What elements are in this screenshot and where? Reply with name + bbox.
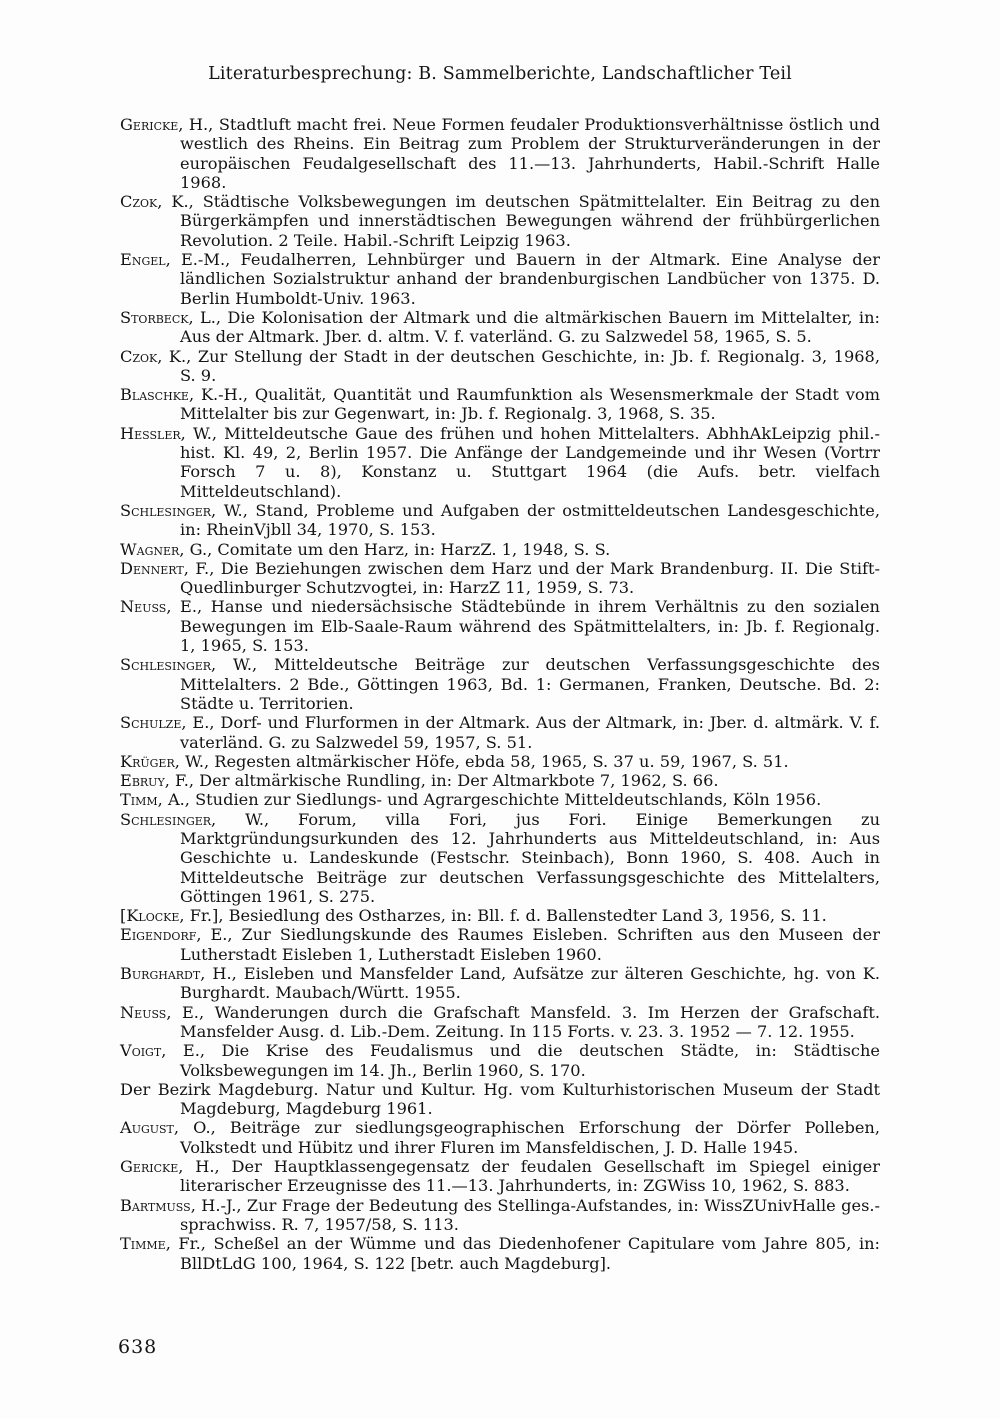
entry-text: , L., Die Kolonisation der Altmark und die altmärkischen Bauern im Mittelalter, in: Aus der Altmark. Jber. d. altm. V. f. vaterländ. G. zu Salzwedel 58, 1965, S. 5. xyxy=(180,307,880,347)
bibliography-entry xyxy=(120,1080,880,1119)
entry-text: , K.-H., Qualität, Quantität und Raumfunktion als Wesensmerkmale der Stadt vom Mittelalter bis zur Gegenwart, in: Jb. f. Regionalg. 3, 1968, S. 35. xyxy=(180,385,880,424)
entry-text: , G., Comitate um den Harz, in: HarzZ. 1, 1948, S. S. xyxy=(179,539,611,559)
entry-text: , E., Dorf- und Flurformen in der Altmark. Aus der Altmark, in: Jber. d. altmärk. V. f. vaterländ. G. zu Salzwedel 59, 1957, S. 51. xyxy=(180,713,880,752)
bibliography-entry xyxy=(120,810,880,906)
bibliography-entry xyxy=(120,752,880,771)
entry-text: , H.-J., Zur Frage der Bedeutung des Stellinga-Aufstandes, in: WissZUnivHalle ges.-sprachwiss. R. 7, 1957/58, S. 113. xyxy=(180,1195,880,1234)
entry-author: Dennert xyxy=(120,558,184,578)
bibliography-entry xyxy=(120,713,880,752)
entry-author: August xyxy=(120,1118,174,1138)
entry-text: , E.-M., Feudalherren, Lehnbürger und Bauern in der Altmark. Eine Analyse der ländlichen Sozialstruktur anhand der brandenburgischen Landbücher von 1375. D. Berlin Humboldt-Univ. 1963. xyxy=(165,250,880,308)
entry-author: Schlesinger xyxy=(120,655,212,675)
entry-text: , F., Der altmärkische Rundling, in: Der Altmarkbote 7, 1962, S. 66. xyxy=(164,771,719,791)
entry-text: , K., Städtische Volksbewegungen im deutschen Spätmittelalter. Ein Beitrag zu den Bürgerkämpfen und innerstädtischen Bewegungen während der frühbürgerlichen Revolution. 2 Teile. Habil.-Schrift Leipzig 1963. xyxy=(157,192,880,250)
entry-author: Czok xyxy=(120,192,158,212)
entry-text: , F., Die Beziehungen zwischen dem Harz und der Mark Brandenburg. II. Die Stift-Quedlinburger Schutzvogtei, in: HarzZ 11, 1959, S. 73. xyxy=(180,558,880,598)
bibliography-entry xyxy=(120,906,880,925)
entry-text: , W., Forum, villa Fori, jus Fori. Einige Bemerkungen zu Marktgründungsurkunden des 12. Jahrhunderts aus Mitteldeutschland, in: Aus Geschichte u. Landeskunde (Festschr. Steinbach), Bonn 1960, S. 408. Auch in Mitteldeutsche Beiträge zur deutschen Verfassungsgeschichte des Mittelalters, Göttingen 1961, S. 275. xyxy=(180,809,880,906)
entry-author: Neuss xyxy=(120,1002,167,1022)
entry-author: Storbeck xyxy=(120,307,189,327)
entry-author: Wagner xyxy=(120,539,180,559)
entry-author: Burghardt xyxy=(120,964,201,984)
bibliography-entry xyxy=(120,1041,880,1080)
entry-text: , K., Zur Stellung der Stadt in der deutschen Geschichte, in: Jb. f. Regionalg. 3, 1968, S. 9. xyxy=(157,346,880,385)
entry-author: Timme xyxy=(120,1234,166,1254)
entry-author: Schulze xyxy=(120,713,182,733)
entry-text: , W., Regesten altmärkischer Höfe, ebda 58, 1965, S. 37 u. 59, 1967, S. 51. xyxy=(174,751,789,771)
running-head: Literaturbesprechung: B. Sammelberichte, Landschaftlicher Teil xyxy=(208,64,792,84)
entry-text: , W., Mitteldeutsche Beiträge zur deutschen Verfassungsgeschichte des Mittelalters. 2 Bde., Göttingen 1963, Bd. 1: Germanen, Franken, Deutsche. Bd. 2: Städte u. Territorien. xyxy=(180,655,880,713)
entry-author: Schlesinger xyxy=(120,500,212,520)
bibliography-entry xyxy=(120,501,880,540)
entry-text: , E., Wanderungen durch die Grafschaft Mansfeld. 3. Im Herzen der Grafschaft. Mansfelder Ausg. d. Lib.-Dem. Zeitung. In 115 Forts. v. 23. 3. 1952 — 7. 12. 1955. xyxy=(166,1002,880,1041)
entry-author: Hessler xyxy=(120,423,181,443)
bibliography-entry xyxy=(120,347,880,386)
entry-text: , W., Mitteldeutsche Gaue des frühen und hohen Mittelalters. AbhhAkLeipzig phil.-hist. Kl. 49, 2, Berlin 1957. Die Anfänge der Landgemeinde und ihr Wesen (Vortrr Forsch 7 u. 8), Konstanz u. Stuttgart 1964 (die Aufs. betr. vielfach Mitteldeutschland). xyxy=(180,423,880,501)
entry-text: Der Bezirk Magdeburg. Natur und Kultur. Hg. vom Kulturhistorischen Museum der Stadt Magdeburg, Magdeburg 1961. xyxy=(120,1079,880,1119)
bibliography-list xyxy=(120,115,880,1273)
bibliography-entry xyxy=(120,192,880,250)
bibliography-entry xyxy=(120,250,880,308)
entry-text: , A., Studien zur Siedlungs- und Agrargeschichte Mitteldeutschlands, Köln 1956. xyxy=(157,790,822,810)
entry-author: Blaschke xyxy=(120,385,189,405)
entry-text: , E., Die Krise des Feudalismus und die deutschen Städte, in: Städtische Volksbewegungen im 14. Jh., Berlin 1960, S. 170. xyxy=(161,1041,880,1080)
bibliography-entry xyxy=(120,964,880,1003)
bibliography-entry xyxy=(120,597,880,655)
page-number: 638 xyxy=(118,1336,158,1358)
bibliography-entry xyxy=(120,1234,880,1273)
bibliography-entry xyxy=(120,424,880,501)
entry-author: [Klocke xyxy=(120,906,180,926)
entry-author: Gericke xyxy=(120,1157,179,1177)
entry-text: , W., Stand, Probleme und Aufgaben der ostmitteldeutschen Landesgeschichte, in: RheinVjbll 34, 1970, S. 153. xyxy=(180,500,880,540)
bibliography-entry xyxy=(120,308,880,347)
entry-text: , E., Hanse und niedersächsische Städtebünde in ihrem Verhältnis zu den sozialen Bewegungen im Elb-Saale-Raum während des Spätmittelalters, in: Jb. f. Regionalg. 1, 1965, S. 153. xyxy=(166,597,880,656)
entry-author: Ebruy xyxy=(120,771,165,791)
entry-text: , Fr.], Besiedlung des Ostharzes, in: Bll. f. d. Ballenstedter Land 3, 1956, S. 11. xyxy=(179,906,827,926)
entry-author: Bartmuss xyxy=(120,1195,191,1215)
bibliography-entry xyxy=(120,385,880,424)
entry-text: , H., Der Hauptklassengegensatz der feudalen Gesellschaft im Spiegel einiger literarischer Erzeugnisse des 11.—13. Jahrhunderts, in: ZGWiss 10, 1962, S. 883. xyxy=(178,1157,880,1196)
bibliography-entry xyxy=(120,771,880,790)
bibliography-entry xyxy=(120,559,880,598)
entry-text: , O., Beiträge zur siedlungsgeographischen Erforschung der Dörfer Polleben, Volkstedt und Hübitz und ihrer Fluren im Mansfeldischen, J. D. Halle 1945. xyxy=(173,1118,880,1157)
entry-text: , Fr., Scheßel an der Wümme und das Diedenhofener Capitulare vom Jahre 805, in: BllDtLdG 100, 1964, S. 122 [betr. auch Magdeburg]. xyxy=(165,1234,880,1273)
entry-text: , H., Stadtluft macht frei. Neue Formen feudaler Produktionsverhältnisse östlich und westlich des Rheins. Ein Beitrag zum Problem der Strukturveränderungen in der europäischen Feudalgesellschaft des 11.—13. Jahrhunderts, Habil.-Schrift Halle 1968. xyxy=(178,115,880,192)
bibliography-entry xyxy=(120,1196,880,1235)
bibliography-entry xyxy=(120,1118,880,1157)
entry-author: Neuss xyxy=(120,597,167,617)
entry-author: Engel xyxy=(120,250,166,270)
bibliography-entry xyxy=(120,540,880,559)
bibliography-entry xyxy=(120,115,880,192)
entry-author: Czok xyxy=(120,346,158,366)
bibliography-entry xyxy=(120,1157,880,1196)
entry-author: Schlesinger xyxy=(120,809,212,829)
entry-text: , E., Zur Siedlungskunde des Raumes Eisleben. Schriften aus den Museen der Lutherstadt Eisleben 1, Lutherstadt Eisleben 1960. xyxy=(180,925,880,964)
bibliography-entry xyxy=(120,1003,880,1042)
entry-author: Gericke xyxy=(120,115,179,134)
bibliography-entry xyxy=(120,790,880,809)
entry-author: Krüger xyxy=(120,751,175,771)
entry-author: Timm xyxy=(120,790,158,810)
entry-author: Voigt xyxy=(120,1041,162,1061)
entry-author: Eigendorf xyxy=(120,925,197,945)
entry-text: , H., Eisleben und Mansfelder Land, Aufsätze zur älteren Geschichte, hg. von K. Burghardt. Maubach/Württ. 1955. xyxy=(180,964,880,1003)
bibliography-entry xyxy=(120,655,880,713)
bibliography-entry xyxy=(120,925,880,964)
